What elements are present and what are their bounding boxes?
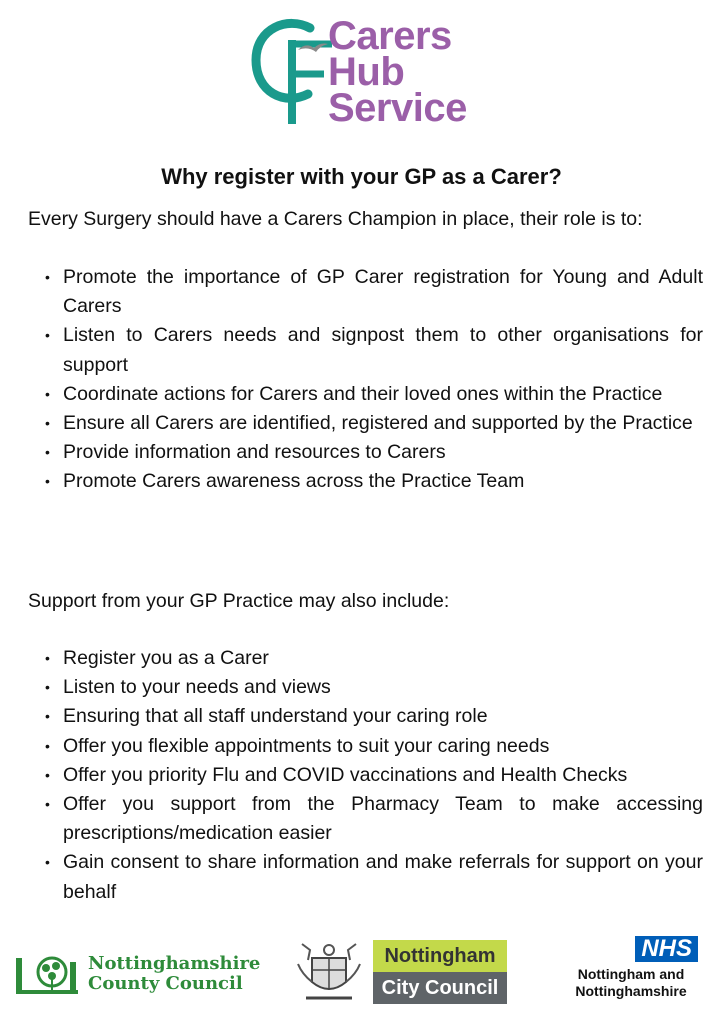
logo-word-carers: Carers (328, 14, 452, 58)
nottingham-city-council-logo (373, 940, 507, 1004)
logo-word-hub: Hub (328, 50, 405, 94)
nottinghamshire-county-council-logo (12, 952, 272, 1002)
list-item: • Coordinate actions for Carers and their loved ones within the Practice (28, 380, 703, 409)
list-item: • Promote Carers awareness across the Practice Team (28, 467, 703, 496)
support-intro-text: Support from your GP Practice may also include: (28, 590, 450, 612)
nhs-badge: NHS (635, 936, 698, 962)
list-item: • Provide information and resources to Carers (28, 438, 703, 467)
list-item: • Ensure all Carers are identified, registered and supported by the Practice (28, 409, 703, 438)
county-council-name-line1: Nottinghamshire (88, 953, 261, 974)
champion-roles-list (28, 263, 703, 497)
list-item: • Offer you priority Flu and COVID vaccinations and Health Checks (28, 761, 703, 790)
city-council-name-line2: City Council (373, 972, 507, 1004)
support-items-list (28, 644, 703, 907)
list-item: • Gain consent to share information and make referrals for support on your behalf (28, 848, 703, 906)
list-item: • Ensuring that all staff understand your caring role (28, 702, 703, 731)
intro-text: Every Surgery should have a Carers Champion in place, their role is to: (28, 208, 643, 230)
city-council-name-line1: Nottingham (373, 940, 507, 972)
list-item: • Listen to Carers needs and signpost them to other organisations for support (28, 321, 703, 379)
city-crest-icon (292, 936, 366, 1008)
list-item: • Register you as a Carer (28, 644, 703, 673)
nhs-org-name-line1: Nottingham and (577, 966, 685, 982)
partner-logos (0, 932, 723, 1022)
nhs-org-name-line2: Nottinghamshire (575, 983, 687, 999)
list-item: • Promote the importance of GP Carer registration for Young and Adult Carers (28, 263, 703, 321)
tree-emblem-icon (12, 954, 82, 998)
page-title: Why register with your GP as a Carer? (161, 164, 562, 189)
list-item: • Offer you support from the Pharmacy Team to make accessing prescriptions/medication easier (28, 790, 703, 848)
list-item: • Listen to your needs and views (28, 673, 703, 702)
nhs-nottingham-logo (556, 936, 706, 1006)
county-council-name-line2: County Council (88, 973, 243, 994)
carers-hub-logo (248, 14, 498, 132)
list-item: • Offer you flexible appointments to suit your caring needs (28, 732, 703, 761)
logo-word-service: Service (328, 86, 467, 130)
cf-monogram-icon (248, 14, 336, 132)
